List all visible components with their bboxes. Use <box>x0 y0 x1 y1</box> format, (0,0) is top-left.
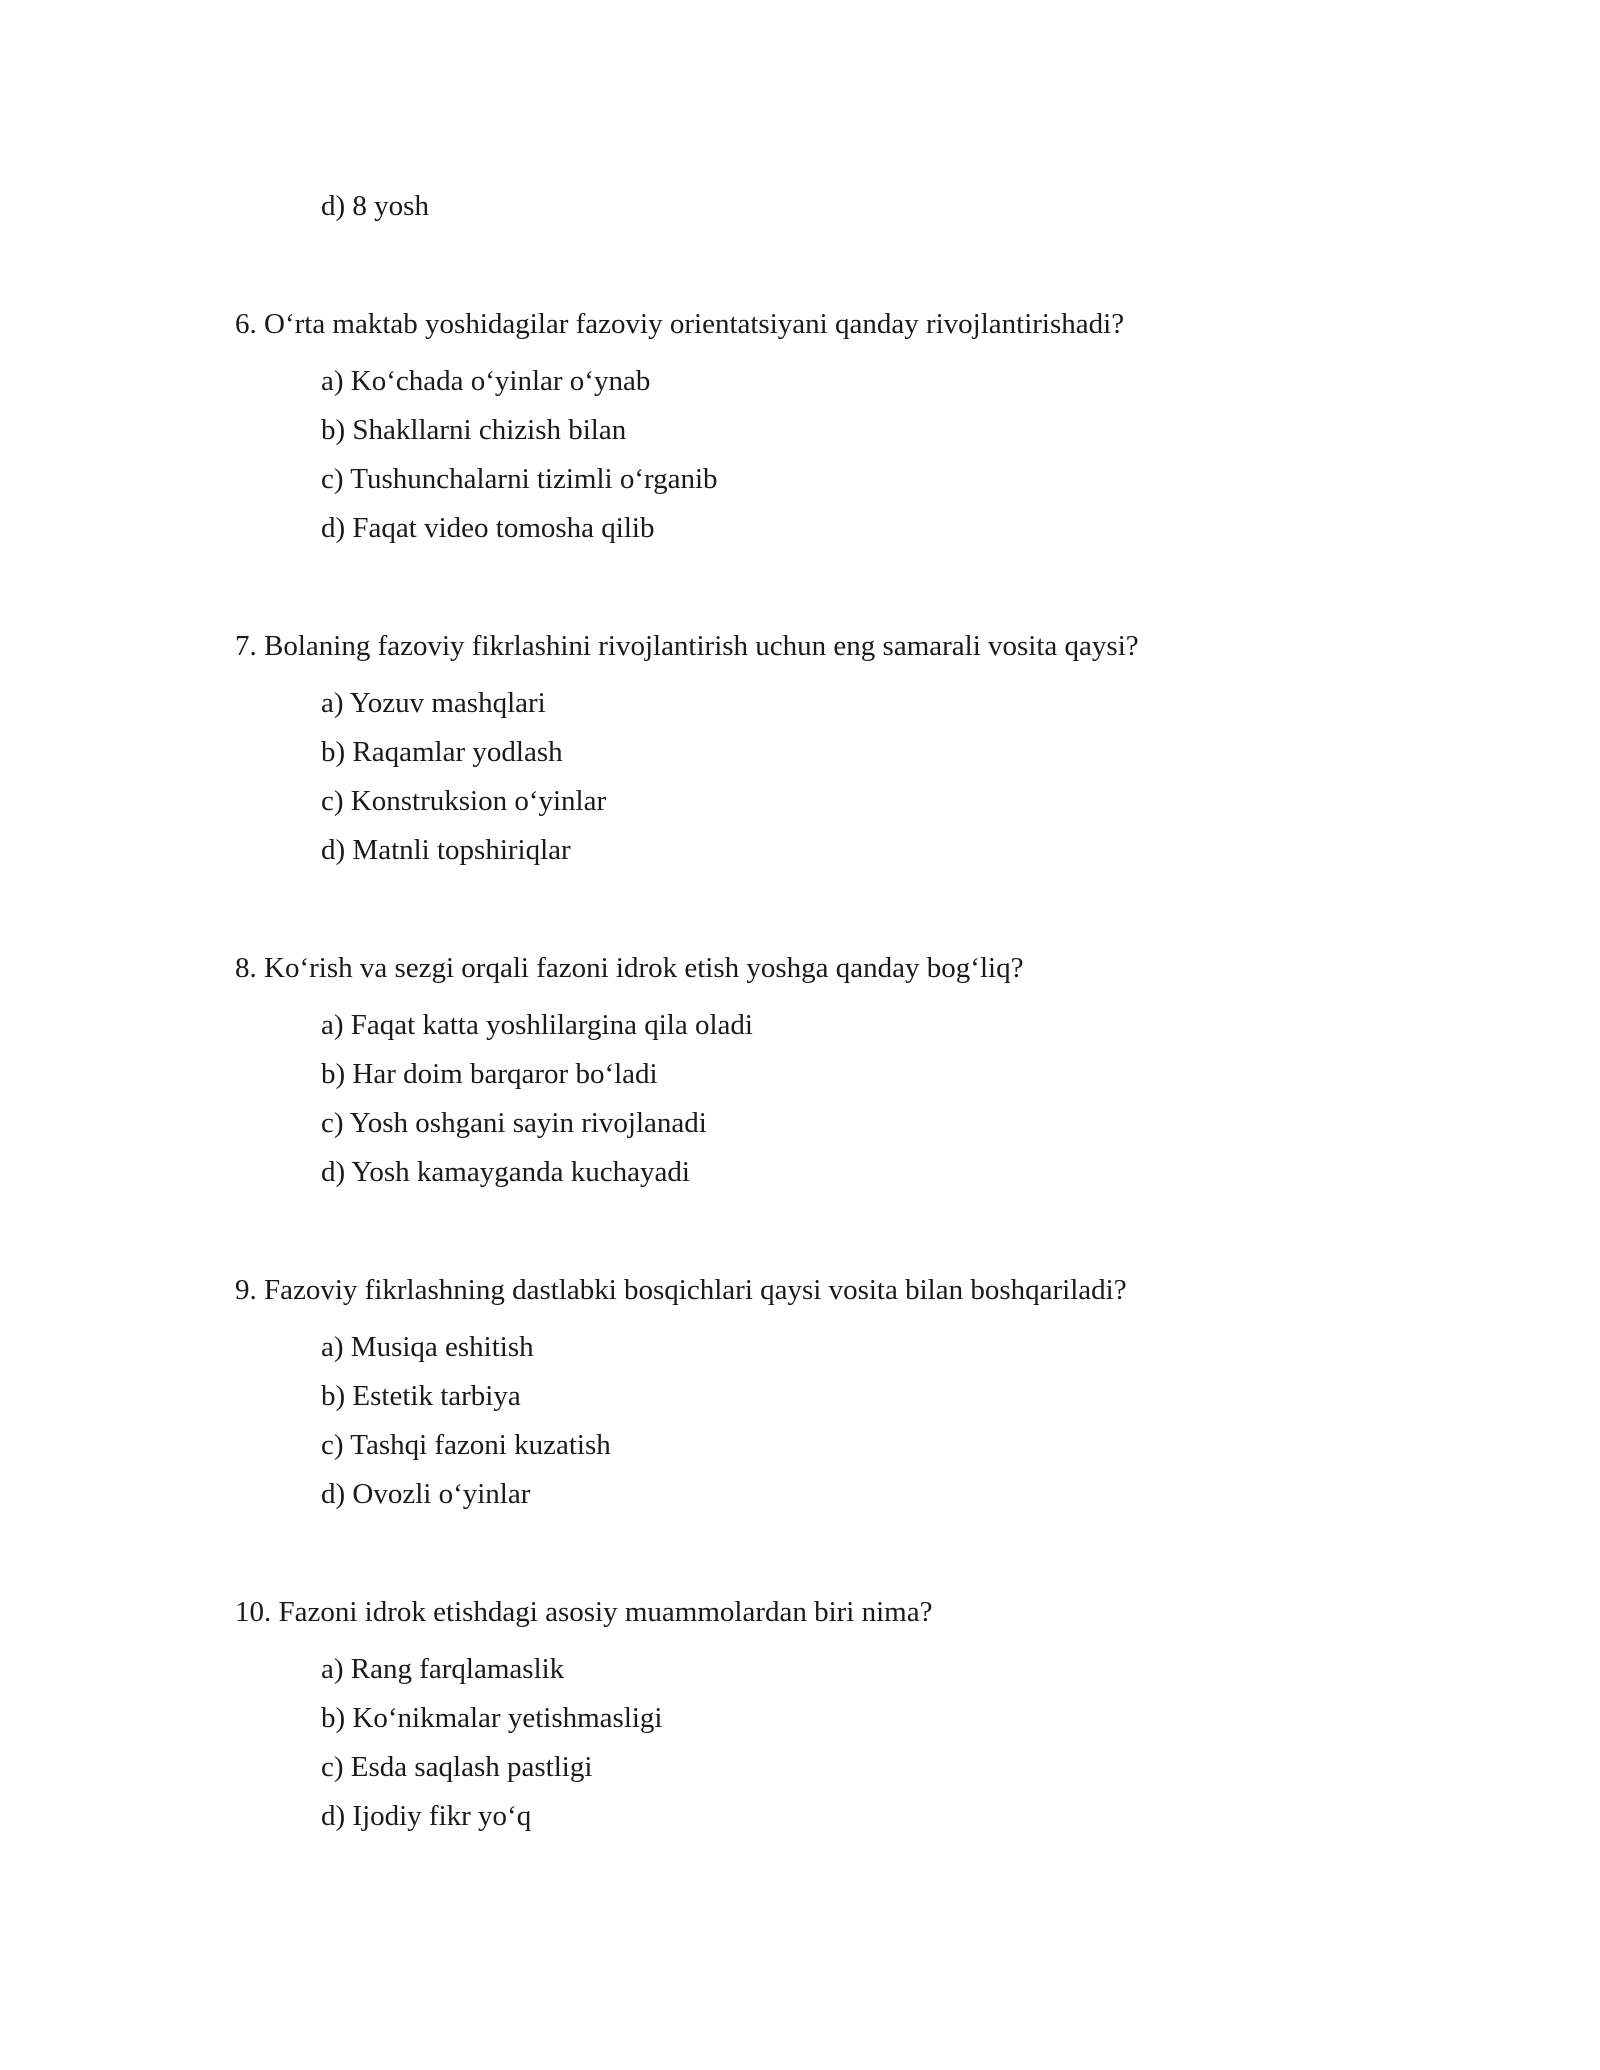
option-d-q10: d) Ijodiy fikr yo‘q <box>321 1800 532 1832</box>
option-d-q9: d) Ovozli o‘yinlar <box>321 1478 531 1510</box>
question-6: 6. O‘rta maktab yoshidagilar fazoviy orientatsiyani qanday rivojlantirishadi? <box>235 308 1125 340</box>
option-d-q5: d) 8 yosh <box>321 190 429 222</box>
option-d-q8: d) Yosh kamayganda kuchayadi <box>321 1156 690 1188</box>
option-c-q7: c) Konstruksion o‘yinlar <box>321 785 607 817</box>
option-b-q6: b) Shakllarni chizish bilan <box>321 414 627 446</box>
option-b-q9: b) Estetik tarbiya <box>321 1380 521 1412</box>
option-a-q10: a) Rang farqlamaslik <box>321 1653 565 1685</box>
question-10: 10. Fazoni idrok etishdagi asosiy muammolardan biri nima? <box>235 1596 933 1628</box>
option-b-q10: b) Ko‘nikmalar yetishmasligi <box>321 1702 663 1734</box>
option-d-q6: d) Faqat video tomosha qilib <box>321 512 655 544</box>
option-d-q7: d) Matnli topshiriqlar <box>321 834 571 866</box>
option-a-q8: a) Faqat katta yoshlilargina qila oladi <box>321 1009 753 1041</box>
question-9: 9. Fazoviy fikrlashning dastlabki bosqichlari qaysi vosita bilan boshqariladi? <box>235 1274 1127 1306</box>
option-a-q7: a) Yozuv mashqlari <box>321 687 546 719</box>
option-b-q7: b) Raqamlar yodlash <box>321 736 563 768</box>
option-c-q6: c) Tushunchalarni tizimli o‘rganib <box>321 463 718 495</box>
option-c-q9: c) Tashqi fazoni kuzatish <box>321 1429 611 1461</box>
option-c-q8: c) Yosh oshgani sayin rivojlanadi <box>321 1107 707 1139</box>
option-a-q9: a) Musiqa eshitish <box>321 1331 534 1363</box>
option-a-q6: a) Ko‘chada o‘yinlar o‘ynab <box>321 365 651 397</box>
question-8: 8. Ko‘rish va sezgi orqali fazoni idrok etish yoshga qanday bog‘liq? <box>235 952 1024 984</box>
option-b-q8: b) Har doim barqaror bo‘ladi <box>321 1058 658 1090</box>
option-c-q10: c) Esda saqlash pastligi <box>321 1751 593 1783</box>
question-7: 7. Bolaning fazoviy fikrlashini rivojlantirish uchun eng samarali vosita qaysi? <box>235 630 1139 662</box>
